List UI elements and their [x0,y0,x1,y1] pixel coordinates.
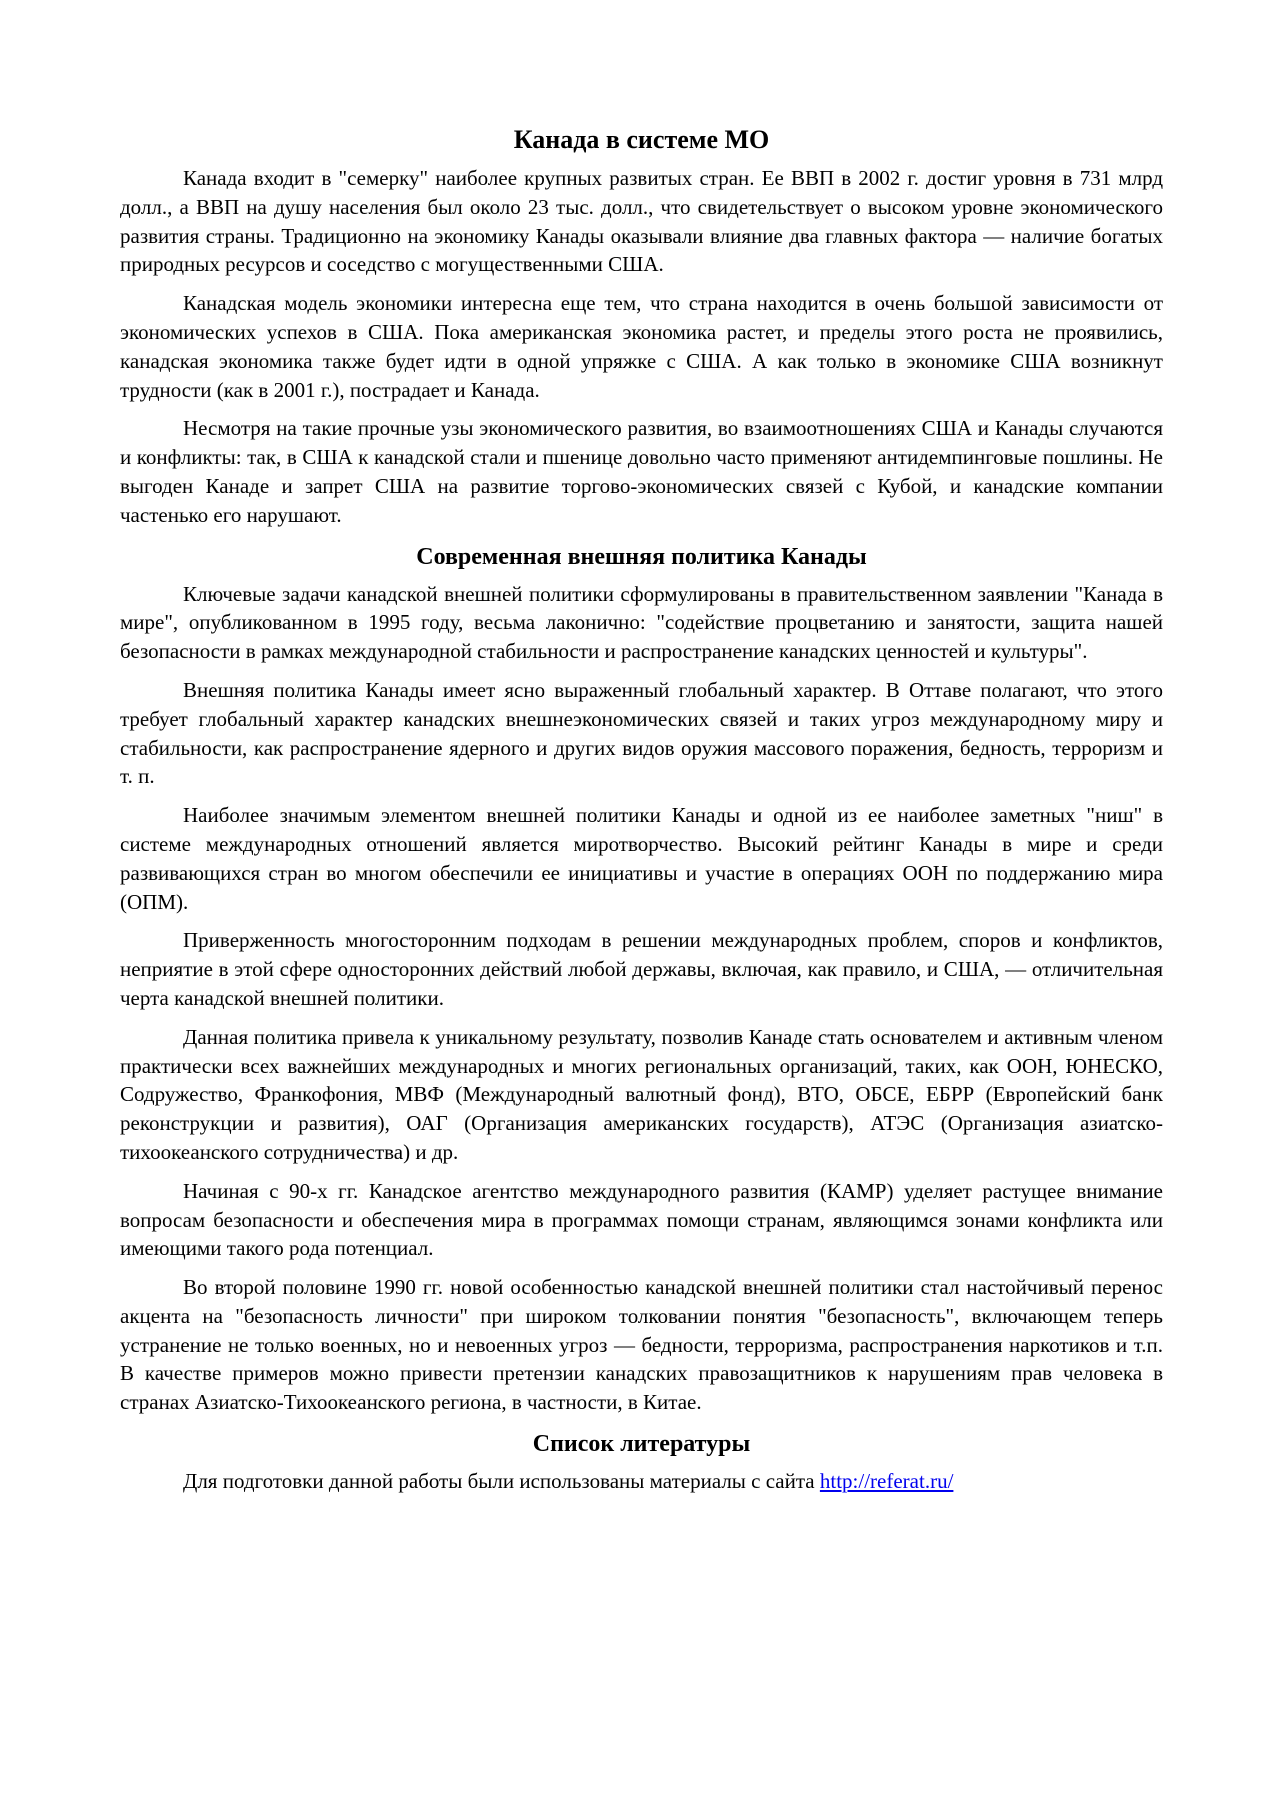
document-page [120,122,1163,1506]
paragraph: Данная политика привела к уникальному результату, позволив Канаде стать основателем и активным членом практически всех важнейших международных и многих региональных организаций, таких, как ООН, ЮНЕСКО, Содружество, Франкофония, МВФ (Международный валютный фонд), ВТО, ОБСЕ, ЕБРР (Европейский банк реконструкции и развития), ОАГ (Организация американских государств), АТЭС (Организация азиатско-тихоокеанского сотрудничества) и др. [120,1024,1163,1164]
paragraph: Приверженность многосторонним подходам в решении международных проблем, споров и конфликтов, неприятие в этой сфере односторонних действий любой державы, включая, как правило, и США, — отличительная черта канадской внешней политики. [120,928,1163,1010]
paragraph: Несмотря на такие прочные узы экономического развития, во взаимоотношениях США и Канады случаются и конфликты: так, в США к канадской стали и пшенице довольно часто применяют антидемпинговые пошлины. Не выгоден Канаде и запрет США на развитие торгово-экономических связей с Кубой, и канадские компании частенько его нарушают. [120,416,1163,527]
paragraph: Ключевые задачи канадской внешней политики сформулированы в правительственном заявлении "Канада в мире", опубликованном в 1995 году, весьма лаконично: "содействие процветанию и занятости, защита нашей безопасности в рамках международной стабильности и распространение канадских ценностей и культуры". [120,581,1163,664]
paragraph: Внешняя политика Канады имеет ясно выраженный глобальный характер. В Оттаве полагают, что этого требует глобальный характер канадских внешнеэкономических связей и таких угроз международному миру и стабильности, как распространение ядерного и других видов оружия массового поражения, бедность, терроризм и т. п. [120,677,1163,789]
references-heading: Список литературы [532,1431,751,1458]
references-text: Для подготовки данной работы были использованы материалы с сайта [183,1469,820,1494]
paragraph: Канада входит в "семерку" наиболее крупных развитых стран. Ее ВВП в 2002 г. достиг уровня в 731 млрд долл., а ВВП на душу населения был около 23 тыс. долл., что свидетельствует о высоком уровне экономического развития страны. Традиционно на экономику Канады оказывали влияние два главных фактора — наличие богатых природных ресурсов и соседство с могущественными США. [120,166,1163,277]
paragraph: Канадская модель экономики интересна еще тем, что страна находится в очень большой зависимости от экономических успехов в США. Пока американская экономика растет, и пределы этого роста не проявились, канадская экономика также будет идти в одной упряжке с США. А как только в экономике США возникнут трудности (как в 2001 г.), пострадает и Канада. [120,291,1163,402]
source-link[interactable]: http://referat.ru/ [819,1469,954,1494]
paragraph: Наиболее значимым элементом внешней политики Канады и одной из ее наиболее заметных "ниш" в системе международных отношений является миротворчество. Высокий рейтинг Канады в мире и среди развивающихся стран во многом обеспечили ее инициативы и участие в операциях ООН по поддержанию мира (ОПМ). [120,803,1163,914]
document-title: Канада в системе МО [513,125,770,154]
paragraph: Начиная с 90-х гг. Канадское агентство международного развития (КАМР) уделяет растущее внимание вопросам безопасности и обеспечения мира в программах помощи странам, являющимся зонами конфликта или имеющими такого рода потенциал. [120,1178,1163,1261]
references-paragraph [120,1467,1163,1496]
section-heading: Современная внешняя политика Канады [416,543,867,570]
paragraph: Во второй половине 1990 гг. новой особенностью канадской внешней политики стал настойчивый перенос акцента на "безопасность личности" при широком толковании понятия "безопасность", включающем теперь устранение не только военных, но и невоенных угроз — бедности, терроризма, распространения наркотиков и т.п. В качестве примеров можно привести претензии канадских правозащитников к нарушениям прав человека в странах Азиатско-Тихоокеанского региона, в частности, в Китае. [120,1275,1163,1415]
